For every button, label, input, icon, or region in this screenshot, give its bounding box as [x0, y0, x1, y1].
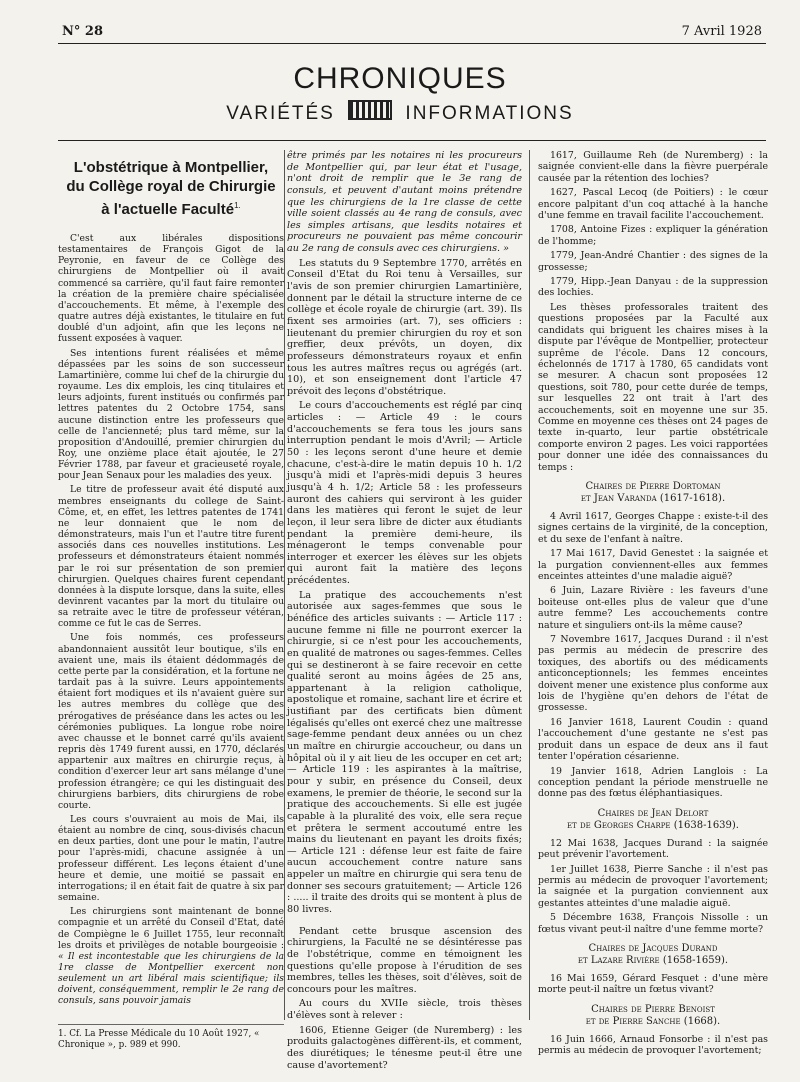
thesis-entry: 16 Janvier 1618, Laurent Coudin : quand l'accouchement d'une gestante ne s'est pas produit dans un espace de deux ans il faut tenter l'opération césarienne.: [538, 716, 768, 763]
paragraph: Le titre de professeur avait été disputé aux membres enseignants du college de Saint-Côme, et, en effet, les lettres patentes de 1741 ne leur donnaient que le nom de démonstrateurs, mais l'un et l'autre titre furent associés dans ces nouvelles institutions. Les professeurs et démonstrateurs étaient nommés par le roi sur présentation de son premier chirurgien. Quelques chaires furent cependant données à la dispute lorsque, dans la suite, elles devinrent vacantes par la mort du titulaire ou sa retraite avec le titre de professeur vétéran, comme ce fut le cas de Serres.: [58, 484, 284, 630]
thesis-entry: 17 Mai 1617, David Genestet : la saignée et la purgation conviennent-elles aux femmes enceintes atteintes d'une maladie aiguë?: [538, 548, 768, 582]
issue-number: N° 28: [62, 24, 103, 39]
masthead-rule: [58, 140, 766, 141]
paragraph: Les cours s'ouvraient au mois de Mai, ils étaient au nombre de cinq, sous-divisés chacun en deux parties, dont une pour le matin, l'autre pour l'après-midi, chacune assignée à un professeur différent. Les leçons étaient d'une heure et demie, une moitié se passait en interrogations; il en était fait de quatre à six par semaine.: [58, 813, 284, 904]
masthead-left: VARIÉTÉS: [226, 103, 335, 124]
chair-heading: Chaires de Jean Delort et de Georges Charpe (1638-1639).: [567, 807, 739, 831]
paragraph: Les statuts du 9 Septembre 1770, arrêtés en Conseil d'Etat du Roi tenu à Versailles, sur l'avis de son premier chirurgien Lamartinière, donnent par le détail la structure interne de ce collège et école royale de chirurgie (art. 39). Ils fixent ses armoiries (art. 7), ses officiers : lieutenant du premier chirurgien du roy et son greffier, deux prévôts, un doyen, dix professeurs démonstrateurs royaux et enfin tous les autres maîtres reçus ou agrégés (art. 10), et son enseignement dont l'article 47 prévoit des leçons d'obstétrique.: [287, 257, 522, 397]
top-rule: [58, 43, 766, 44]
chair-heading: Chaires de Pierre Dortoman et Jean Varanda (1617-1618).: [580, 480, 726, 504]
quote: être primés par les notaires ni les procureurs de Montpellier qui, par leur état et l'usage, n'ont droit de remplir que le 3e rang de consuls, et peuvent d'autant moins prétendre que les chirurgiens de la 1re classe de cette ville soient classés au 4e rang de consuls, avec les simples artisans, que lesdits notaires et procureurs ne pouvaient pas même concourir au 2e rang de consuls avec ces chirurgiens. »: [287, 150, 522, 255]
paragraph: Les chirurgiens sont maintenant de bonne compagnie et un arrêté du Conseil d'Etat, daté de Compiègne le 6 Juillet 1755, leur reconnaît les droits et privilèges de notable bourgeoisie : « Il est incontestable que les chirurgiens de la 1re classe de Montpellier exercent non seulement un art libéral mais scientifique; ils doivent, conséquemment, remplir le 2e rang de consuls, sans pouvoir jamais: [58, 906, 284, 1007]
thesis-entry: 12 Mai 1638, Jacques Durand : la saignée peut prévenir l'avortement.: [538, 837, 768, 861]
thesis-entry: 1er Juillet 1638, Pierre Sanche : il n'est pas permis au médecin de provoquer l'avortement; la saignée et la purgation conviennent aux gestantes atteintes d'une maladie aiguë.: [538, 863, 768, 909]
paragraph: Pendant cette brusque ascension des chirurgiens, la Faculté ne se désintéresse pas de l'obstétrique, comme en témoignent les questions qu'elle propose à l'érudition de ses membres, telles les thèses, soit d'élèves, soit de concours pour les maîtres.: [287, 925, 522, 995]
paragraph: C'est aux libérales dispositions testamentaires de François Gigot de la Peyronie, en faveur de ce Collège des chirurgiens de Montpellier où il avait commencé sa carrière, qu'il faut faire remonter la création de la première chaire spécialisée d'accouchements. Et même, à l'exemple des quatre autres déjà existantes, le titulaire en fut doublé d'un adjoint, afin que les leçons ne fussent exposées à vaquer.: [58, 233, 284, 345]
paragraph: Les thèses professorales traitent des questions proposées par la Faculté aux candidats qui briguent les chaires mises à la dispute par l'évêque de Montpellier, protecteur suprême de l'école. Dans 12 concours, échelonnés de 1717 à 1780, 65 candidats vont se mesurer. A chacun sont proposées 12 questions, soit 780, pour cette durée de temps, sur lesquelles 22 ont trait à l'art des accouchements, soit en moyenne une sur 35. Comme en moyenne ces thèses ont 24 pages de texte in-quarto, leur partie obstétricale comporte environ 2 pages. Les voici rapportées pour donner une idée des connaissances du temps :: [538, 301, 768, 473]
thesis-entry: 1708, Antoine Fizes : expliquer la génération de l'homme;: [538, 224, 768, 247]
masthead-right: INFORMATIONS: [405, 103, 574, 124]
quote: « Il est incontestable que les chirurgiens de la 1re classe de Montpellier exercent non seulement un art libéral mais scientifique; ils doivent, conséquemment, remplir le 2e rang de consuls, sans pouvoir jamais: [58, 950, 284, 1007]
article-title: L'obstétrique à Montpellier, du Collège royal de Chirurgie à l'actuelle Faculté$^{1.}$: [66, 159, 276, 218]
chair-heading: Chaires de Pierre Benoist et de Pierre Sanche (1668).: [585, 1003, 721, 1027]
paragraph: Au cours du XVIIe siècle, trois thèses d'élèves sont à relever :: [287, 998, 522, 1022]
paragraph: La pratique des accouchements n'est autorisée aux sages-femmes que sous le bénéfice des articles suivants : — Article 117 : aucune femme ni fille ne pourront exercer la chirurgie, si ce n'est pour les accouchements, en qualité de matrones ou sages-femmes. Celles qui se destineront à se faire recevoir en cette qualité seront au moins âgées de 25 ans, appartenant à la religion catholique, apostolique et romaine, sachant lire et écrire et justifiant par des certificats bien dûment légalisés qu'elles ont exercé chez une maîtresse sage-femme pendant deux années ou un chez un maître en chirurgie accoucheur, ou dans un hôpital où il y ait lieu de les occuper en cet art; — Article 119 : les aspirantes à la maîtrise, pour y subir, en présence du Conseil, deux examens, le premier de théorie, le second sur la pratique des accouchements. Si elle est jugée capable à la pluralité des voix, elle sera reçue et prêtera le serment accoutumé entre les mains du lieutenant en payant les droits fixés; — Article 121 : défense leur est faite de faire aucun accouchement contre nature sans appeler un maître en chirurgie qui sera tenu de donner ses secours gratuitement; — Article 126 : ..... il traite des droits qui se montent à plus de 80 livres.: [287, 589, 522, 915]
ornament-icon: [348, 100, 392, 120]
thesis-entry: 1779, Hipp.-Jean Danyau : de la suppression des lochies.: [538, 276, 768, 299]
page-header: [0, 0, 800, 40]
column-divider: [529, 150, 530, 1020]
paragraph: Une fois nommés, ces professeurs abandonnaient aussitôt leur boutique, s'ils en avaient une, mais ils étaient dédommagés de cette perte par la considération, et la fortune ne tardait pas à la suivre. Leurs appointements étaient fort modiques et ils n'avaient guère sur les autres membres du collège que des prérogatives de préséance dans les actes ou les cérémonies publiques. La longue robe noire avec chausse et le bonnet carré qu'ils avaient repris dès 1749 furent aussi, en 1770, déclarés appartenir aux maîtres en chirurgie reçus, à condition d'exercer leur art sans mélange d'une profession étrangère; ce qui les distinguait des chirurgiens barbiers, dits chirurgiens de robe courte.: [58, 632, 284, 811]
thesis-entry: 16 Mai 1659, Gérard Fesquet : d'une mère morte peut-il naître un fœtus vivant?: [538, 972, 768, 996]
thesis-entry: 1779, Jean-André Chantier : des signes de la grossesse;: [538, 250, 768, 273]
thesis-entry: 1627, Pascal Lecoq (de Poitiers) : le cœur encore palpitant d'un coq attaché à la hanche d'une femme en travail facilite l'accouchement.: [538, 187, 768, 222]
masthead: [0, 64, 800, 125]
footnote: 1. Cf. La Presse Médicale du 10 Août 1927, « Chronique », p. 989 et 990.: [58, 1024, 284, 1051]
paragraph: Ses intentions furent réalisées et même dépassées par les soins de son successeur Lamartinière, comme lui chef de la chirurgie du royaume. Les dix emplois, les cinq titulaires et leurs adjoints, furent institués ou confirmés par lettres patentes du 2 Octobre 1754, sans aucune distinction entre les professeurs que celle de l'ancienneté; plus tard même, sur la proposition d'Andouillé, premier chirurgien du Roy, une onzième place était ajoutée, le 27 Février 1788, par faveur et gracieuseté royale, pour Jean Senaux pour les maladies des yeux.: [58, 347, 284, 482]
column-1: [58, 150, 284, 1010]
paragraph: Le cours d'accouchements est réglé par cinq articles : — Article 49 : le cours d'accouchements se fera tous les jours sans interruption pendant le mois d'Avril; — Article 50 : les leçons seront d'une heure et demie chacune, c'est-à-dire le matin depuis 10 h. 1/2 jusqu'à midi et l'après-midi depuis 3 heures jusqu'à 4 h. 1/2; Article 58 : les professeurs auront des cahiers qui serviront à les guider dans les matières qui feront le sujet de leur leçon, il leur sera libre de dicter aux étudiants pendant la première demi-heure, ils ménageront le temps convenable pour interroger et exercer les élèves sur les objets qui auront fait la matière des leçons précédentes.: [287, 400, 522, 587]
issue-date: 7 Avril 1928: [681, 24, 762, 39]
thesis-entry: 7 Novembre 1617, Jacques Durand : il n'est pas permis au médecin de prescrire des toxiques, des abortifs ou des médicaments anticonceptionnels; les femmes enceintes doivent mener une existence plus conforme aux lois de l'hygiène qu'en dehors de l'état de grossesse.: [538, 634, 768, 714]
thesis-entry: 19 Janvier 1618, Adrien Langlois : La conception pendant la période menstruelle ne donne pas des fœtus éléphantiasiques.: [538, 765, 768, 800]
thesis-entry: 5 Décembre 1638, François Nissolle : un fœtus vivant peut-il naître d'une femme morte?: [538, 912, 768, 935]
masthead-subtitle: [0, 100, 800, 125]
thesis-entry: 4 Avril 1617, Georges Chappe : existe-t-il des signes certains de la virginité, de la conception, et du sexe de l'enfant à naître.: [538, 510, 768, 545]
thesis-entry: 6 Juin, Lazare Rivière : les faveurs d'une boiteuse ont-elles plus de valeur que d'une autre femme? Les accouchements contre nature et singuliers ont-ils la même cause?: [538, 585, 768, 631]
thesis-entry: 1617, Guillaume Reh (de Nuremberg) : la saignée convient-elle dans la fièvre puerpérale causée par la rétention des lochies?: [538, 150, 768, 184]
column-3: [538, 150, 768, 1060]
thesis-entry: 16 Juin 1666, Arnaud Fonsorbe : il n'est pas permis au médecin de provoquer l'avortement;: [538, 1033, 768, 1057]
column-2: [287, 150, 522, 1074]
paragraph: 1606, Etienne Geiger (de Nuremberg) : les produits galactogènes diffèrent-ils, et comment, des diurétiques; le ténesme peut-il être une cause d'avortement?: [287, 1024, 522, 1071]
masthead-title: CHRONIQUES: [293, 62, 507, 95]
chair-heading: Chaires de Jacques Durand et Lazare Rivière (1658-1659).: [577, 942, 729, 966]
column-divider: [284, 150, 285, 1020]
